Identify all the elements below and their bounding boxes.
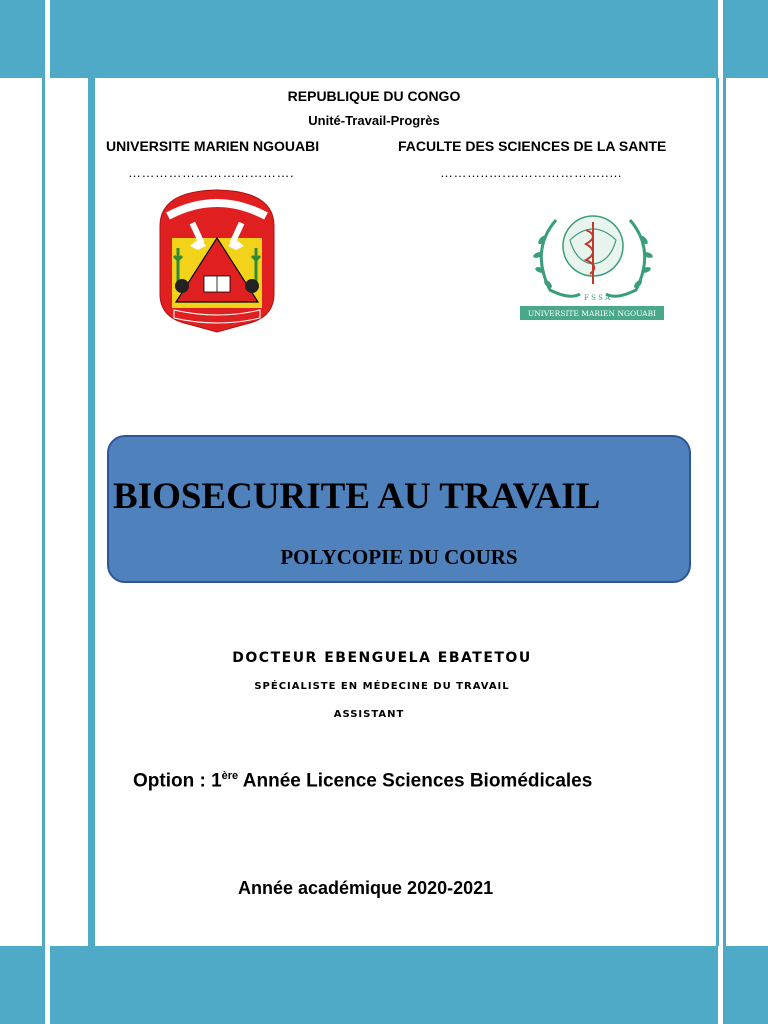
svg-text:UNIVERSITE MARIEN NGOUABI: UNIVERSITE MARIEN NGOUABI xyxy=(527,309,657,318)
right-rule-inner xyxy=(716,78,719,946)
country-line: REPUBLIQUE DU CONGO xyxy=(287,88,461,104)
option-rest: Année Licence Sciences Biomédicales xyxy=(238,770,593,792)
author-name: DOCTEUR EBENGUELA EBATETOU xyxy=(232,650,532,666)
academic-year: Année académique 2020-2021 xyxy=(238,878,494,898)
left-dots: ………………………………. xyxy=(128,165,295,180)
top-band xyxy=(50,0,718,78)
bottom-band xyxy=(50,946,718,1024)
author-role: ASSISTANT xyxy=(333,709,405,720)
university-name: UNIVERSITE MARIEN NGOUABI xyxy=(106,138,320,154)
author-specialty: SPÉCIALISTE EN MÉDECINE DU TRAVAIL xyxy=(254,681,510,692)
bottom-band-left xyxy=(0,946,42,1024)
right-rule-outer xyxy=(723,0,726,1024)
right-dots: ………..….…………………..… xyxy=(440,165,623,180)
top-band-left xyxy=(0,0,42,78)
option-sup: ère xyxy=(221,770,239,782)
top-band-right xyxy=(726,0,768,78)
bottom-band-right xyxy=(726,946,768,1024)
left-rule-inner xyxy=(88,64,95,1024)
faculty-emblem-logo xyxy=(520,200,666,324)
university-crest-logo xyxy=(150,186,284,336)
option-prefix: Option : 1 xyxy=(133,770,222,792)
motto-line: Unité-Travail-Progrès xyxy=(308,113,440,128)
title-box xyxy=(107,435,691,583)
svg-text:F S S A: F S S A xyxy=(584,294,611,302)
left-rule-outer xyxy=(42,0,45,1024)
document-title: BIOSECURITE AU TRAVAIL xyxy=(113,476,601,517)
document-subtitle: POLYCOPIE DU COURS xyxy=(280,545,518,569)
faculty-name: FACULTE DES SCIENCES DE LA SANTE xyxy=(398,138,667,154)
option-line xyxy=(133,770,592,792)
